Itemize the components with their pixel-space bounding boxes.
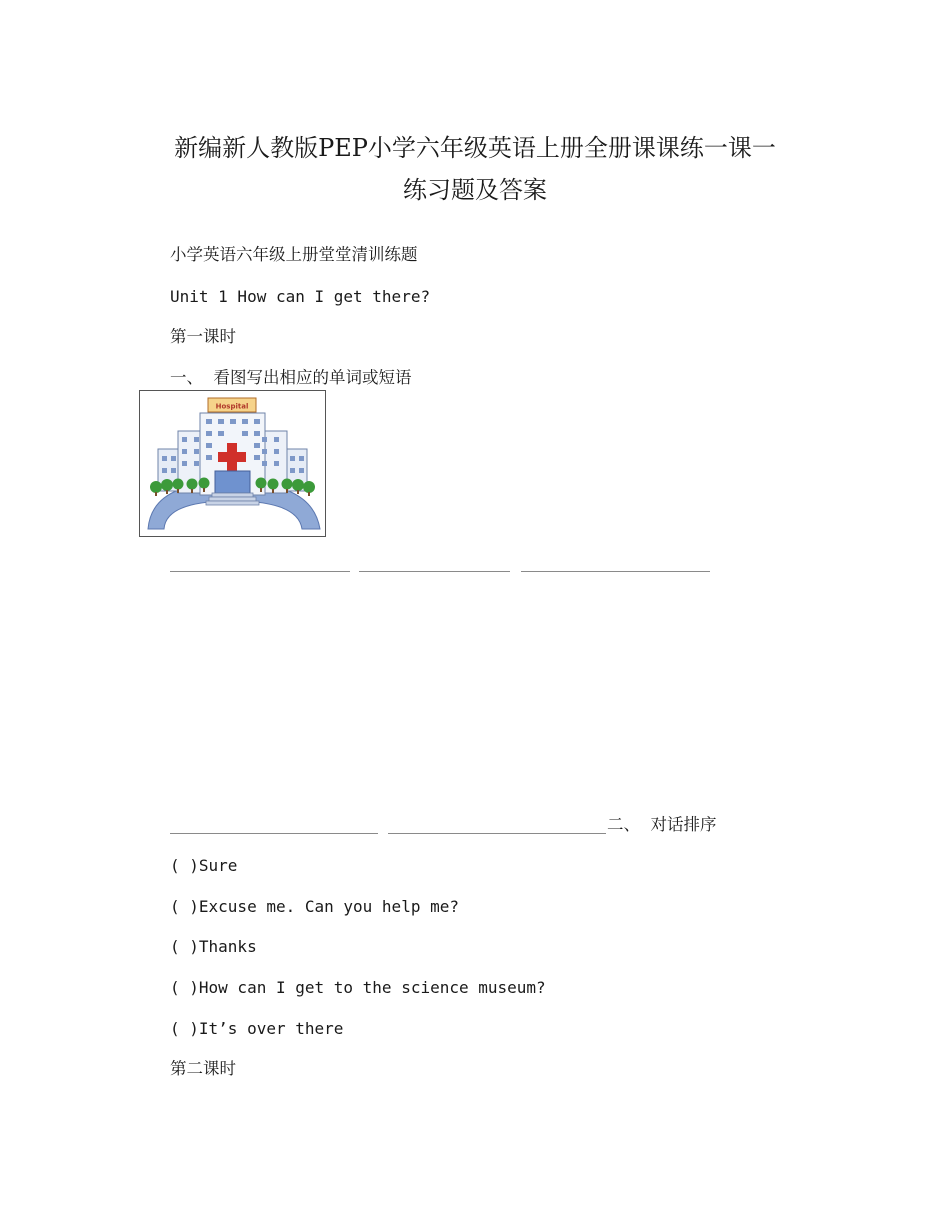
dialogue-line: ( )Excuse me. Can you help me? <box>170 897 459 916</box>
document-title-line-1: 新编新人教版PEP小学六年级英语上册全册课课练一课一 <box>174 134 776 162</box>
hospital-illustration <box>139 390 326 537</box>
lesson-2-heading: 第二课时 <box>170 1059 236 1078</box>
answer-blank-4[interactable] <box>170 833 378 834</box>
dialogue-line: ( )Thanks <box>170 937 257 956</box>
section-2-heading: 二、 对话排序 <box>607 815 717 834</box>
answer-blank-5[interactable] <box>388 833 606 834</box>
dialogue-line: ( )It’s over there <box>170 1019 344 1038</box>
lesson-1-heading: 第一课时 <box>170 327 236 346</box>
document-title-line-2: 练习题及答案 <box>403 176 547 204</box>
unit-heading: Unit 1 How can I get there? <box>170 287 431 306</box>
hospital-icon <box>140 391 325 536</box>
hospital-sign-text: Hospital <box>215 402 249 411</box>
answer-blank-3[interactable] <box>521 571 710 572</box>
subtitle: 小学英语六年级上册堂堂清训练题 <box>170 245 418 264</box>
dialogue-line: ( )How can I get to the science museum? <box>170 978 546 997</box>
dialogue-line: ( )Sure <box>170 856 238 875</box>
answer-blank-1[interactable] <box>170 571 350 572</box>
answer-blank-2[interactable] <box>359 571 510 572</box>
section-1-heading: 一、 看图写出相应的单词或短语 <box>170 368 412 387</box>
